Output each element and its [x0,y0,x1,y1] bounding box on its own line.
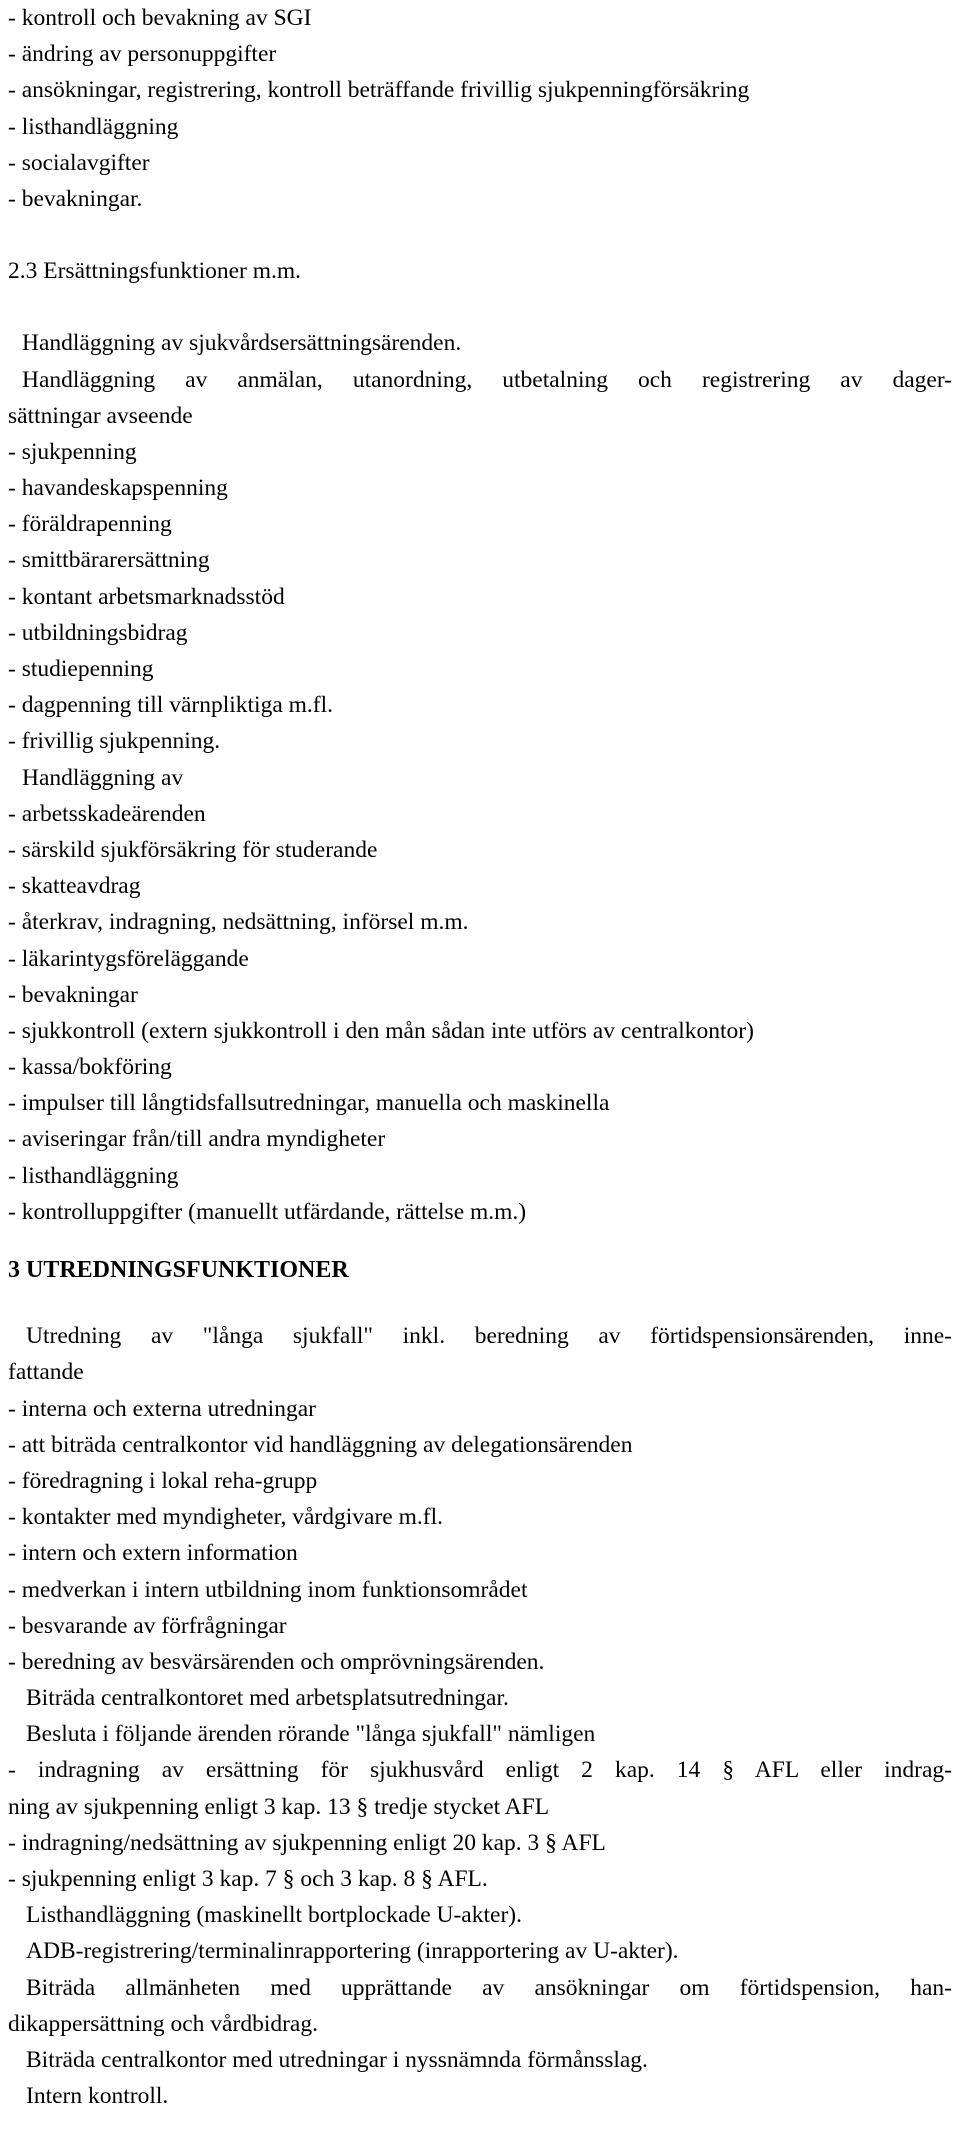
paragraph: Biträda centralkontoret med arbetsplatsutredningar. [26,1685,509,1712]
list-item: - indragning/nedsättning av sjukpenning enligt 20 kap. 3 § AFL [8,1829,606,1856]
paragraph: Handläggning av sjukvårdsersättningsärenden. [22,330,462,357]
list-item: - beredning av besvärsärenden och omprövningsärenden. [8,1648,545,1675]
paragraph: Utredning av "långa sjukfall" inkl. beredning av förtidspensionsärenden, inne- [26,1323,952,1350]
list-item: - frivillig sjukpenning. [8,728,221,755]
list-item: - aviseringar från/till andra myndigheter [8,1126,386,1153]
paragraph: ADB-registrering/terminalinrapportering (inrapportering av U-akter). [26,1938,679,1965]
list-item: - ändring av personuppgifter [8,41,277,68]
paragraph: Biträda allmänheten med upprättande av ansökningar om förtidspension, han- [26,1974,952,2001]
list-item: - havandeskapspenning [8,475,228,502]
list-item: - indragning av ersättning för sjukhusvård enligt 2 kap. 14 § AFL eller indrag- [8,1757,952,1784]
section-heading-2-3: 2.3 Ersättningsfunktioner m.m. [8,258,302,285]
list-item: - smittbärarersättning [8,547,210,574]
list-item: - kontant arbetsmarknadsstöd [8,583,285,610]
list-item: - utbildningsbidrag [8,619,188,646]
list-item: - listhandläggning [8,1162,179,1189]
spacer [8,1288,952,1318]
paragraph-continuation: dikappersättning och vårdbidrag. [8,2010,318,2037]
spacer [8,217,952,253]
list-item: - kontakter med myndigheter, vårdgivare m.fl. [8,1504,443,1531]
spacer [8,289,952,325]
paragraph: Handläggning av anmälan, utanordning, utbetalning och registrering av dager- [22,366,952,393]
list-item: - återkrav, indragning, nedsättning, införsel m.m. [8,909,469,936]
list-item: - bevakningar. [8,185,143,212]
list-item: - föräldrapenning [8,511,172,538]
list-item: - impulser till långtidsfallsutredningar, manuella och maskinella [8,1090,610,1117]
list-item: - medverkan i intern utbildning inom funktionsområdet [8,1576,528,1603]
paragraph: Biträda centralkontor med utredningar i nyssnämnda förmånsslag. [26,2046,648,2073]
list-item: - bevakningar [8,981,138,1008]
list-item: - intern och extern information [8,1540,298,1567]
list-item: - socialavgifter [8,149,150,176]
list-item: - läkarintygsföreläggande [8,945,249,972]
paragraph: Intern kontroll. [26,2083,169,2110]
list-item: - särskild sjukförsäkring för studerande [8,836,378,863]
list-item: - sjukpenning enligt 3 kap. 7 § och 3 kap. 8 § AFL. [8,1866,488,1892]
list-item: - listhandläggning [8,113,179,140]
list-item: - kontrolluppgifter (manuellt utfärdande, rättelse m.m.) [8,1198,527,1225]
spacer [8,1230,952,1252]
document-page [8,0,952,2114]
section-heading-3: 3 UTREDNINGSFUNKTIONER [8,1257,349,1283]
list-item: - kontroll och bevakning av SGI [8,5,312,31]
paragraph: Besluta i följande ärenden rörande "långa sjukfall" nämligen [26,1721,596,1748]
list-item: - arbetsskadeärenden [8,800,206,827]
list-item: - besvarande av förfrågningar [8,1612,287,1639]
list-item: - dagpenning till värnpliktiga m.fl. [8,692,334,719]
list-item: - studiepenning [8,656,154,682]
paragraph: sättningar avseende [8,402,193,429]
list-item: - sjukpenning [8,438,137,465]
paragraph: Listhandläggning (maskinellt bortplockade U-akter). [26,1902,522,1929]
list-item: - sjukkontroll (extern sjukkontroll i den mån sådan inte utförs av centralkontor) [8,1017,754,1044]
paragraph: Handläggning av [22,764,184,791]
list-item: - skatteavdrag [8,873,141,900]
list-item: - föredragning i lokal reha-grupp [8,1467,318,1494]
list-item: - kassa/bokföring [8,1054,172,1081]
list-item: - interna och externa utredningar [8,1395,316,1422]
list-item: - ansökningar, registrering, kontroll beträffande frivillig sjukpenningförsäkring [8,77,750,104]
list-item-continuation: ning av sjukpenning enligt 3 kap. 13 § tredje stycket AFL [8,1793,550,1820]
list-item: - att biträda centralkontor vid handläggning av delegationsärenden [8,1431,633,1458]
paragraph: fattande [8,1359,84,1386]
